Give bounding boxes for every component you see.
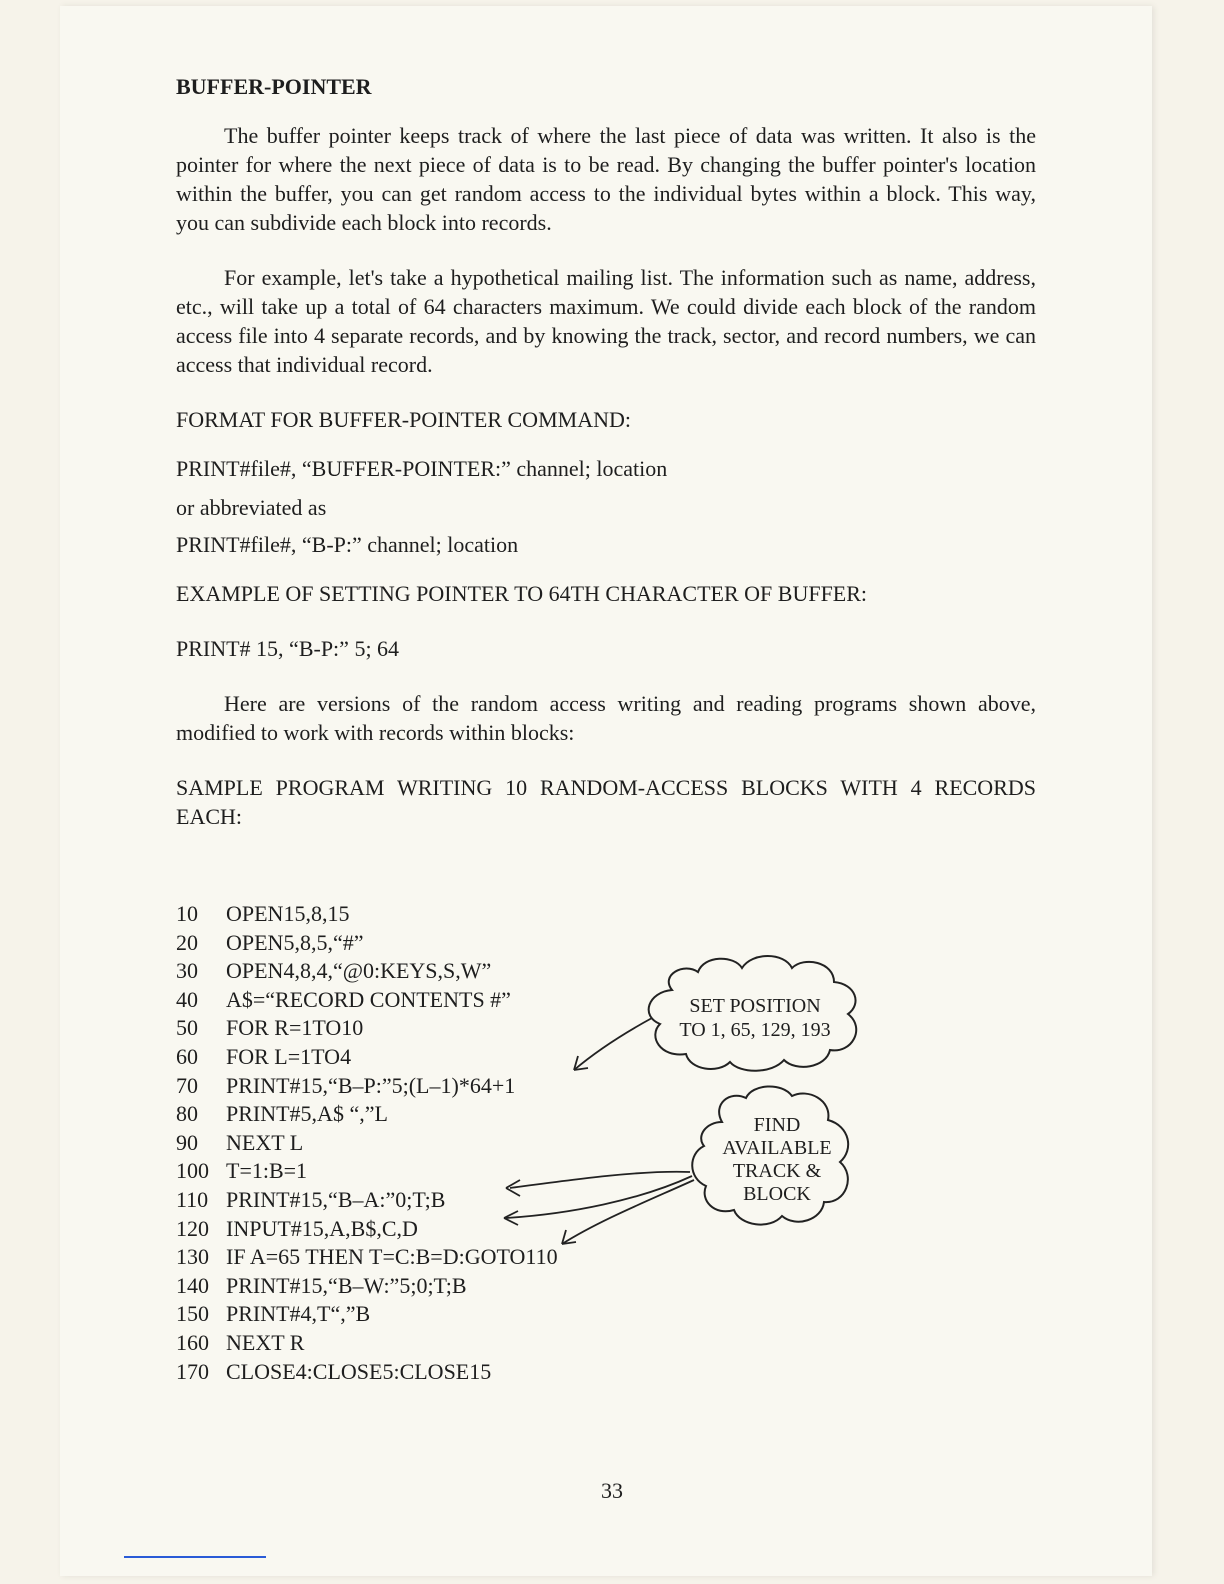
page-number: 33 <box>601 1478 623 1503</box>
line-number: 120 <box>176 1215 209 1241</box>
paragraph-intro: The buffer pointer keeps track of where the last piece of data was written. It also is the pointer for where the next piece of data is to be read. By changing the buffer pointer's location within the buffer, you can get random access to the individual bytes within a block. This way, you can subdivide each block into records. <box>176 123 1036 235</box>
line-number: 160 <box>176 1329 209 1355</box>
line-code: OPEN4,8,4,“@0:KEYS,S,W” <box>226 958 492 984</box>
line-number: 80 <box>176 1101 198 1127</box>
find-block-pointer-line130 <box>562 1180 694 1244</box>
line-code: OPEN15,8,15 <box>226 901 350 926</box>
find-block-pointer-line120 <box>506 1176 692 1218</box>
line-number: 110 <box>176 1186 209 1212</box>
line-code: PRINT#15,“B–A:”0;T;B <box>226 1186 446 1212</box>
section-title: BUFFER-POINTER <box>176 74 372 99</box>
sample-heading: SAMPLE PROGRAM WRITING 10 RANDOM-ACCESS BLOCKS WITH 4 RECORDS EACH: <box>176 775 1036 829</box>
line-code: NEXT R <box>226 1329 305 1355</box>
line-code: CLOSE4:CLOSE5:CLOSE15 <box>226 1358 492 1384</box>
example-command: PRINT# 15, “B-P:” 5; 64 <box>176 636 400 661</box>
line-code: A$=“RECORD CONTENTS #” <box>226 986 511 1012</box>
line-code: PRINT#5,A$ “,”L <box>226 1101 388 1127</box>
or-abbreviated-text: or abbreviated as <box>176 495 327 520</box>
set-position-callout-text <box>660 994 850 1042</box>
line-number: 170 <box>176 1358 209 1384</box>
callout-line: FIND <box>753 1114 801 1136</box>
line-number: 90 <box>176 1129 198 1155</box>
line-code: T=1:B=1 <box>226 1158 308 1184</box>
line-number: 50 <box>176 1015 198 1041</box>
line-code: PRINT#15,“B–W:”5;0;T;B <box>226 1272 467 1298</box>
line-number: 40 <box>176 986 198 1012</box>
line-number: 20 <box>176 929 198 955</box>
format-heading: FORMAT FOR BUFFER-POINTER COMMAND: <box>176 407 631 432</box>
line-code: IF A=65 THEN T=C:B=D:GOTO110 <box>226 1244 558 1270</box>
line-number: 60 <box>176 1043 198 1069</box>
example-heading: EXAMPLE OF SETTING POINTER TO 64TH CHARACTER OF BUFFER: <box>176 581 868 606</box>
paragraph-example: For example, let's take a hypothetical mailing list. The information such as name, address, etc., will take up a total of 64 characters maximum. We could divide each block of the random access file into 4 separate records, and by knowing the track, sector, and record numbers, we can access that individual record. <box>176 265 1036 377</box>
line-code: PRINT#15,“B–P:”5;(L–1)*64+1 <box>226 1072 516 1098</box>
line-number: 70 <box>176 1072 198 1098</box>
callout-line: BLOCK <box>743 1183 811 1205</box>
set-position-pointer <box>574 1018 652 1070</box>
line-number: 150 <box>176 1301 209 1327</box>
line-code: FOR L=1TO4 <box>226 1043 352 1069</box>
line-code: FOR R=1TO10 <box>226 1015 364 1041</box>
line-number: 30 <box>176 958 198 984</box>
line-code: OPEN5,8,5,“#” <box>226 929 364 955</box>
find-block-pointer-line110 <box>510 1172 690 1188</box>
line-number: 130 <box>176 1244 209 1270</box>
abbrev-command: PRINT#file#, “B-P:” channel; location <box>176 532 519 557</box>
format-command: PRINT#file#, “BUFFER-POINTER:” channel; location <box>176 456 668 481</box>
line-code: INPUT#15,A,B$,C,D <box>226 1215 418 1241</box>
callout-line: SET POSITION <box>689 995 821 1017</box>
find-block-callout-text <box>702 1114 852 1206</box>
line-number: 10 <box>176 901 198 926</box>
line-number: 100 <box>176 1158 209 1184</box>
footer-rule <box>124 1556 266 1558</box>
line-number: 140 <box>176 1272 209 1298</box>
callout-line: TRACK & <box>732 1160 822 1182</box>
callout-line: TO 1, 65, 129, 193 <box>679 1019 831 1041</box>
paragraph-versions: Here are versions of the random access writing and reading programs shown above, modified to work with records within blocks: <box>176 691 1036 745</box>
line-code: PRINT#4,T“,”B <box>226 1301 371 1327</box>
line-code: NEXT L <box>226 1129 304 1155</box>
callout-line: AVAILABLE <box>722 1137 832 1159</box>
